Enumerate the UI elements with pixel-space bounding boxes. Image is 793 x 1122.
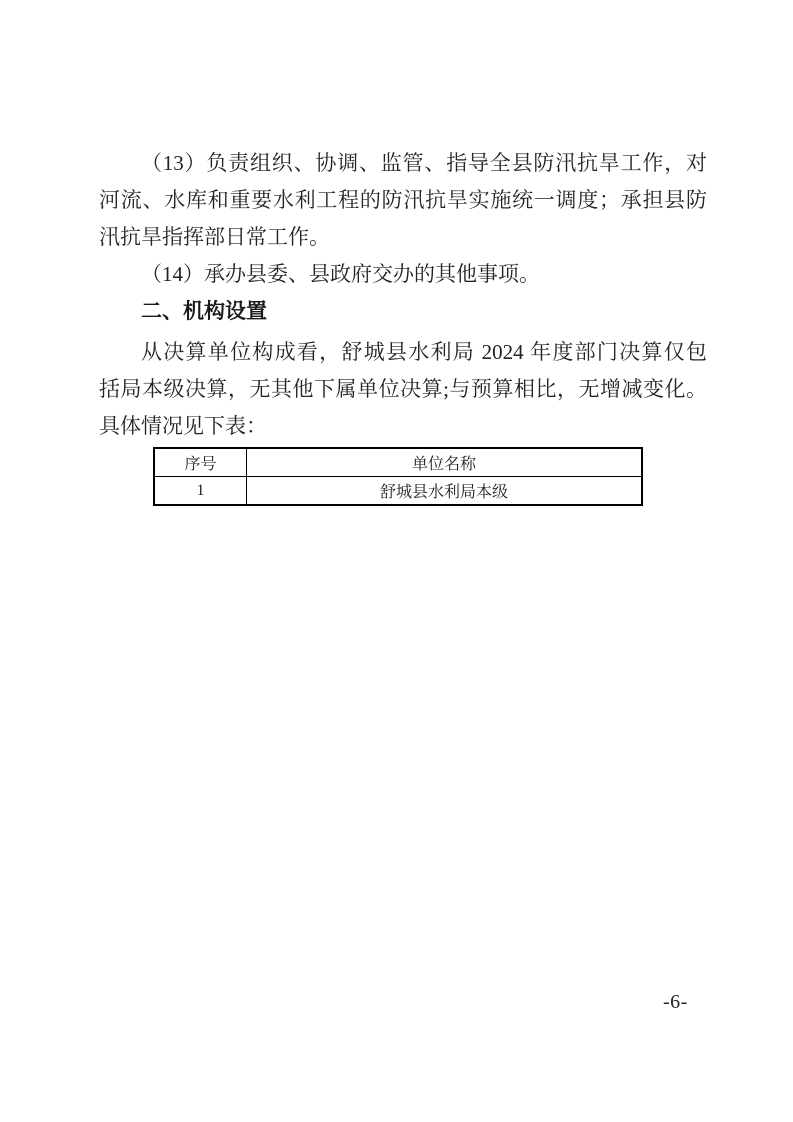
document-content	[99, 145, 707, 506]
paragraph-13-line-3: 汛抗旱指挥部日常工作。	[99, 225, 330, 249]
section-heading: 二、机构设置	[141, 300, 267, 323]
paragraph-org-line-2: 括局本级决算，无其他下属单位决算;与预算相比，无增减变化。	[99, 377, 707, 401]
table-header-serial: 序号	[154, 448, 247, 477]
paragraph-14	[99, 256, 707, 293]
paragraph-org-line-1: 从决算单位构成看，舒城县水利局 2024 年度部门决算仅包	[141, 340, 707, 364]
paragraph-org	[99, 334, 707, 445]
paragraph-13-line-2: 河流、水库和重要水利工程的防汛抗旱实施统一调度；承担县防	[99, 188, 707, 212]
org-units-table	[153, 447, 643, 506]
table-cell-serial: 1	[154, 477, 247, 506]
table-header-row	[154, 448, 642, 477]
table-cell-unit-name: 舒城县水利局本级	[247, 477, 643, 506]
table-row	[154, 477, 642, 506]
org-units-table-head	[154, 448, 642, 477]
paragraph-13	[99, 145, 707, 256]
paragraph-14-line: （14）承办县委、县政府交办的其他事项。	[141, 262, 540, 286]
org-units-table-body	[154, 477, 642, 506]
page-number: -6-	[663, 991, 688, 1013]
table-header-unit-name: 单位名称	[247, 448, 643, 477]
paragraph-13-line-1: （13）负责组织、协调、监管、指导全县防汛抗旱工作，对	[141, 151, 707, 175]
paragraph-org-line-3: 具体情况见下表：	[99, 414, 267, 438]
